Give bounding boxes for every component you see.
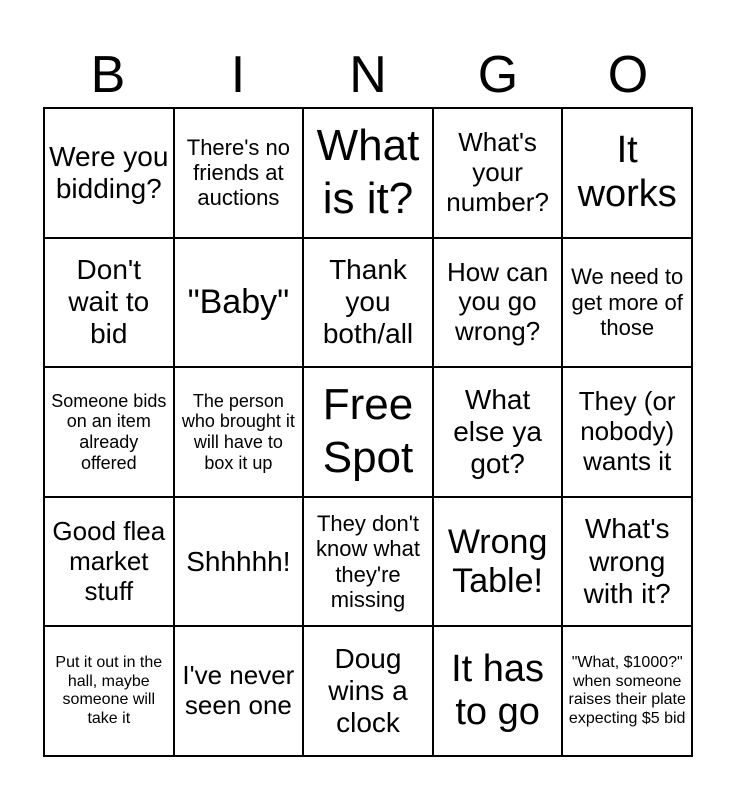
bingo-cell-r5-c1[interactable]: Put it out in the hall, maybe someone will take it — [44, 626, 174, 756]
bingo-cell-r5-c3[interactable]: Doug wins a clock — [303, 626, 433, 756]
bingo-cell-r2-c3[interactable]: Thank you both/all — [303, 238, 433, 368]
header-letter-b: B — [90, 46, 126, 104]
bingo-cell-r2-c5[interactable]: We need to get more of those — [562, 238, 692, 368]
header-letter-i: I — [230, 46, 246, 104]
bingo-board — [43, 107, 693, 757]
bingo-cell-r1-c1[interactable]: Were you bidding? — [44, 108, 174, 238]
bingo-cell-r4-c1[interactable]: Good flea market stuff — [44, 497, 174, 627]
bingo-cell-r4-c4[interactable]: Wrong Table! — [433, 497, 563, 627]
header-letter-n: N — [349, 46, 387, 104]
bingo-cell-r3-c4[interactable]: What else ya got? — [433, 367, 563, 497]
bingo-cell-r5-c4[interactable]: It has to go — [433, 626, 563, 756]
bingo-cell-r3-c1[interactable]: Someone bids on an item already offered — [44, 367, 174, 497]
bingo-cell-free-spot[interactable]: Free Spot — [303, 367, 433, 497]
bingo-cell-r4-c3[interactable]: They don't know what they're missing — [303, 497, 433, 627]
bingo-cell-r1-c5[interactable]: It works — [562, 108, 692, 238]
bingo-cell-r1-c2[interactable]: There's no friends at auctions — [174, 108, 304, 238]
bingo-header — [43, 44, 693, 106]
bingo-cell-r2-c2[interactable]: "Baby" — [174, 238, 304, 368]
bingo-cell-r1-c4[interactable]: What's your number? — [433, 108, 563, 238]
bingo-cell-r4-c5[interactable]: What's wrong with it? — [562, 497, 692, 627]
header-letter-o: O — [607, 46, 649, 104]
bingo-cell-r1-c3[interactable]: What is it? — [303, 108, 433, 238]
bingo-cell-r4-c2[interactable]: Shhhhh! — [174, 497, 304, 627]
header-letter-g: G — [477, 46, 519, 104]
bingo-cell-r3-c5[interactable]: They (or nobody) wants it — [562, 367, 692, 497]
bingo-cell-r5-c5[interactable]: "What, $1000?" when someone raises their plate expecting $5 bid — [562, 626, 692, 756]
bingo-cell-r5-c2[interactable]: I've never seen one — [174, 626, 304, 756]
bingo-cell-r3-c2[interactable]: The person who brought it will have to box it up — [174, 367, 304, 497]
bingo-cell-r2-c4[interactable]: How can you go wrong? — [433, 238, 563, 368]
bingo-cell-r2-c1[interactable]: Don't wait to bid — [44, 238, 174, 368]
